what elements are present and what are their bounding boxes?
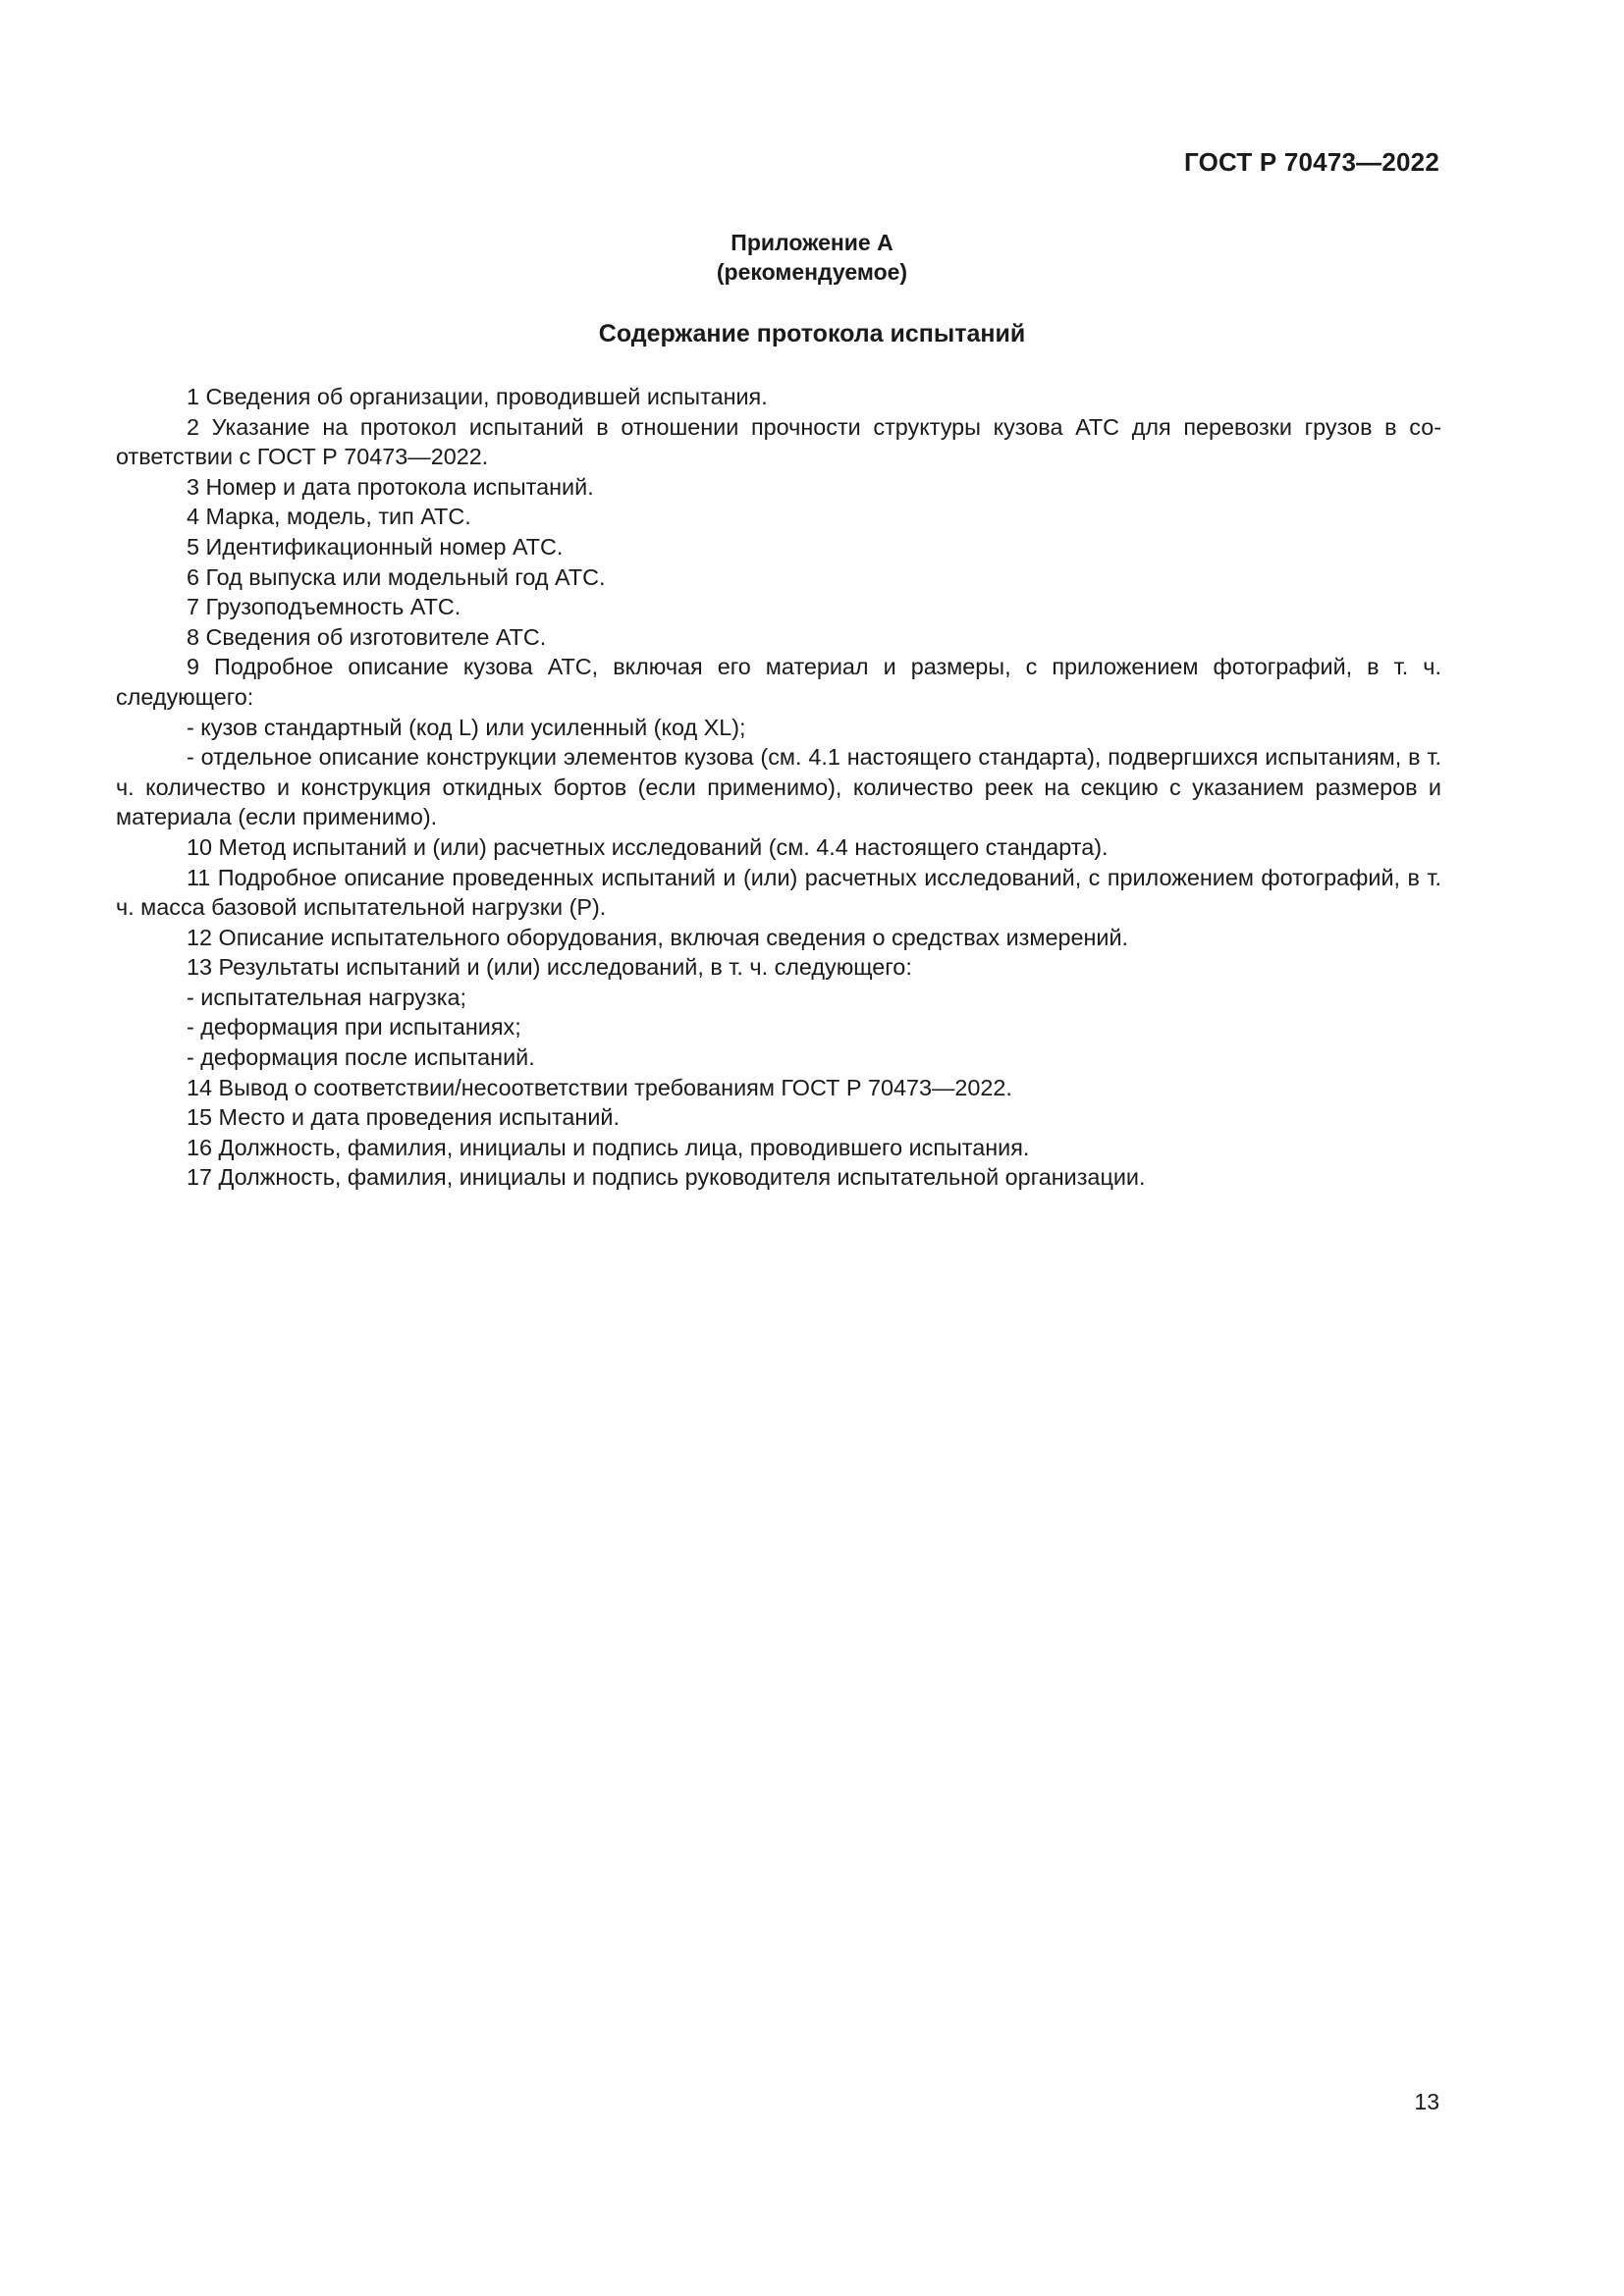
page-number: 13	[1414, 2089, 1439, 2114]
list-item: 13 Результаты испытаний и (или) исследований, в т. ч. следующего:	[187, 954, 912, 981]
list-item: 10 Метод испытаний и (или) расчетных исследований (см. 4.4 настоящего стандарта).	[187, 833, 1109, 860]
list-item: 2 Указание на протокол испытаний в отношении прочности структуры кузова АТС для перевозки грузов в соответствии с ГОСТ Р 70473—2022.	[116, 413, 1441, 470]
appendix-title: Приложение А	[731, 230, 893, 255]
list-item: 15 Место и дата проведения испытаний.	[187, 1104, 620, 1131]
list-item: 5 Идентификационный номер АТС.	[187, 533, 564, 560]
list-item: 14 Вывод о соответствии/несоответствии требованиям ГОСТ Р 70473—2022.	[187, 1074, 1012, 1100]
list-item: - испытательная нагрузка;	[187, 984, 466, 1010]
list-item: 6 Год выпуска или модельный год АТС.	[187, 563, 606, 590]
list-item: 12 Описание испытательного оборудования, включая сведения о средствах измерений.	[187, 924, 1129, 950]
list-item: 17 Должность, фамилия, инициалы и подпись руководителя испытательной организации.	[187, 1164, 1146, 1191]
list-item: 4 Марка, модель, тип АТС.	[187, 504, 471, 530]
list-item: 7 Грузоподъемность АТС.	[187, 594, 461, 620]
section-title: Содержание протокола испытаний	[598, 320, 1026, 347]
list-item: 16 Должность, фамилия, инициалы и подпись лица, проводившего испытания.	[187, 1134, 1030, 1160]
list-item: 8 Сведения об изготовителе АТС.	[187, 623, 547, 650]
list-item: - деформация после испытаний.	[187, 1044, 535, 1071]
list-item: 3 Номер и дата протокола испытаний.	[187, 473, 594, 500]
list-item: - кузов стандартный (код L) или усиленный (код XL);	[187, 714, 746, 740]
document-code: ГОСТ Р 70473—2022	[1184, 147, 1439, 177]
protocol-contents-list	[116, 382, 1441, 1193]
list-item: 9 Подробное описание кузова АТС, включая его материал и размеры, с приложением фотографий, в т. ч. следующего:	[116, 654, 1441, 710]
list-item: - отдельное описание конструкции элементов кузова (см. 4.1 настоящего стандарта), подвергшихся испытаниям, в т. ч. количество и конструкция откидных бортов (если применимо), количество реек на секцию с указанием размеров и материала (если применимо).	[116, 744, 1441, 830]
appendix-heading	[0, 228, 1624, 287]
list-item: 1 Сведения об организации, проводившей испытания.	[187, 384, 768, 409]
list-item: 11 Подробное описание проведенных испытаний и (или) расчетных исследований, с приложением фотографий, в т. ч. масса базовой испытательной нагрузки (P).	[116, 864, 1441, 921]
appendix-subtitle: (рекомендуемое)	[716, 259, 908, 285]
list-item: - деформация при испытаниях;	[187, 1014, 521, 1041]
